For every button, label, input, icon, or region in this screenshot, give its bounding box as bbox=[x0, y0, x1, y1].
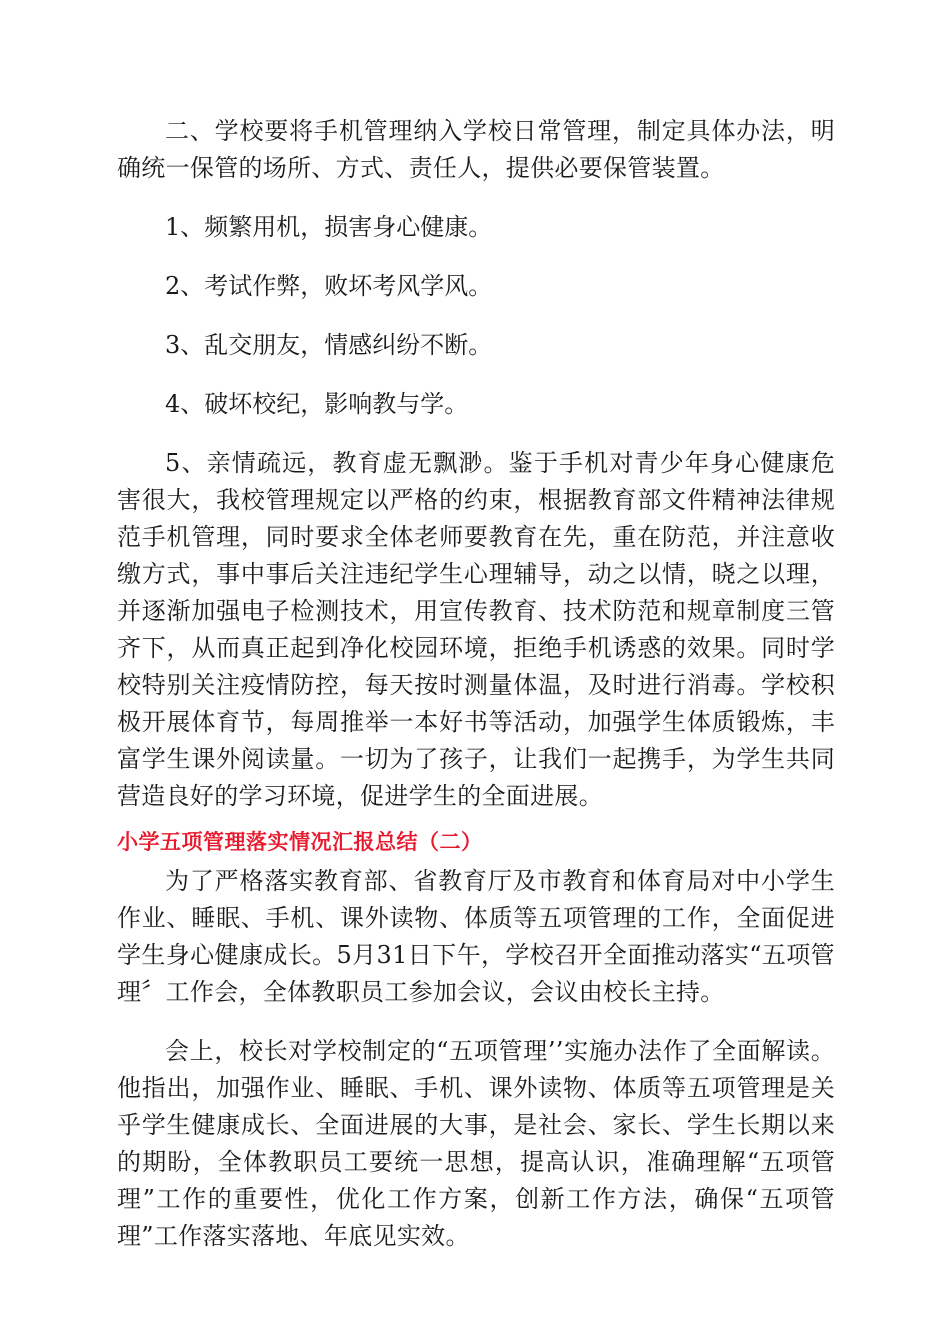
paragraph-principal-speech: 会上，校长对学校制定的“五项管理’’实施办法作了全面解读。他指出，加强作业、睡眠、手机、课外读物、体质等五项管理是关乎学生健康成长、全面进展的大事，是社会、家长、学生长期以来的期盼，全体教职员工要统一思想，提高认识，准确理解“五项管理”工作的重要性，优化工作方案，创新工作方法，确保“五项管理”工作落实落地、年底见实效。 bbox=[117, 1037, 835, 1250]
paragraph-phone-management: 二、学校要将手机管理纳入学校日常管理，制定具体办法，明确统一保管的场所、方式、责任人，提供必要保管装置。 bbox=[117, 117, 835, 182]
list-item-1: 1、频繁用机，损害身心健康。 bbox=[165, 213, 493, 241]
section-heading: 小学五项管理落实情况汇报总结（二） bbox=[117, 830, 483, 854]
paragraph-five-management-intro: 为了严格落实教育部、省教育厅及市教育和体育局对中小学生作业、睡眠、手机、课外读物、体质等五项管理的工作，全面促进学生身心健康成长。5月31日下午，学校召开全面推动落实“五项管理〞工作会，全体教职员工参加会议，会议由校长主持。 bbox=[117, 867, 835, 1006]
list-item-3: 3、乱交朋友，情感纠纷不断。 bbox=[165, 331, 493, 359]
list-item-2: 2、考试作弊，败坏考风学风。 bbox=[165, 272, 493, 300]
document-body bbox=[117, 113, 835, 1255]
list-item-4: 4、破坏校纪，影响教与学。 bbox=[165, 390, 469, 418]
paragraph-item-5-summary: 5、亲情疏远，教育虚无飘渺。鉴于手机对青少年身心健康危害很大，我校管理规定以严格的约束，根据教育部文件精神法律规范手机管理，同时要求全体老师要教育在先，重在防范，并注意收缴方式，事中事后关注违纪学生心理辅导，动之以情，晓之以理，并逐渐加强电子检测技术，用宣传教育、技术防范和规章制度三管齐下，从而真正起到净化校园环境，拒绝手机诱惑的效果。同时学校特别关注疫情防控，每天按时测量体温，及时进行消毒。学校积极开展体育节，每周推举一本好书等活动，加强学生体质锻炼，丰富学生课外阅读量。一切为了孩子，让我们一起携手，为学生共同营造良好的学习环境，促进学生的全面进展。 bbox=[117, 449, 835, 810]
